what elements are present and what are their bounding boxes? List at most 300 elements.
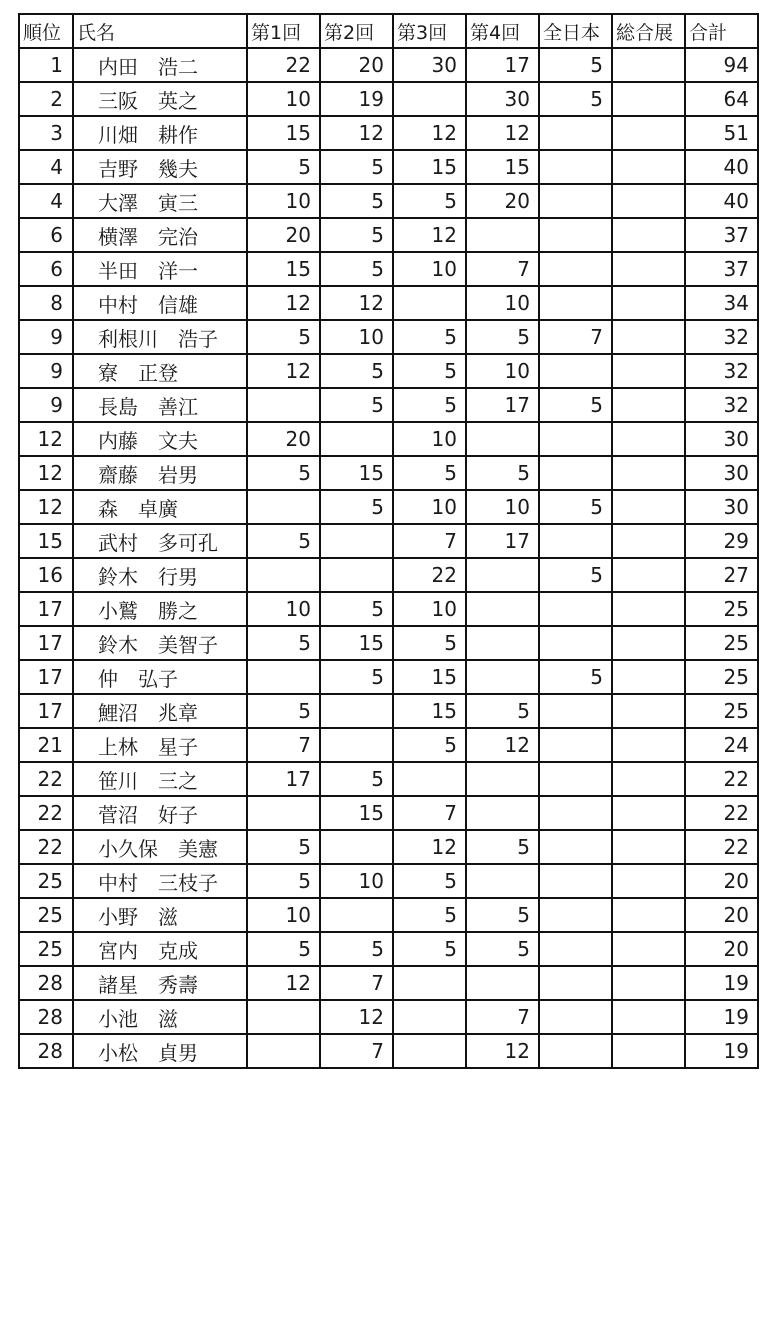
round-3-cell (393, 966, 466, 1000)
round-3-cell: 5 (393, 184, 466, 218)
rank-cell: 28 (19, 966, 73, 1000)
round-1-cell: 15 (247, 252, 320, 286)
header-round-3: 第3回 (393, 14, 466, 48)
total-cell: 24 (685, 728, 758, 762)
total-cell: 19 (685, 966, 758, 1000)
total-cell: 34 (685, 286, 758, 320)
round-1-cell: 5 (247, 694, 320, 728)
round-1-cell: 22 (247, 48, 320, 82)
round-2-cell: 5 (320, 490, 393, 524)
round-4-cell: 17 (466, 388, 539, 422)
total-cell: 94 (685, 48, 758, 82)
round-4-cell: 20 (466, 184, 539, 218)
round-1-cell: 7 (247, 728, 320, 762)
round-1-cell (247, 1000, 320, 1034)
round-3-cell: 22 (393, 558, 466, 592)
all-japan-cell (539, 456, 612, 490)
all-japan-cell: 5 (539, 82, 612, 116)
all-japan-cell (539, 286, 612, 320)
round-2-cell: 5 (320, 354, 393, 388)
total-cell: 25 (685, 694, 758, 728)
header-total: 合計 (685, 14, 758, 48)
rank-cell: 22 (19, 830, 73, 864)
round-1-cell (247, 1034, 320, 1068)
total-cell: 25 (685, 626, 758, 660)
all-japan-cell (539, 184, 612, 218)
rank-cell: 9 (19, 320, 73, 354)
general-exhibition-cell (612, 1034, 685, 1068)
name-cell: 宮内 克成 (73, 932, 247, 966)
name-cell: 小久保 美憲 (73, 830, 247, 864)
table-row (19, 218, 758, 252)
round-4-cell: 30 (466, 82, 539, 116)
total-cell: 25 (685, 660, 758, 694)
round-4-cell (466, 660, 539, 694)
round-4-cell: 5 (466, 830, 539, 864)
all-japan-cell (539, 830, 612, 864)
table-row (19, 286, 758, 320)
total-cell: 29 (685, 524, 758, 558)
round-2-cell: 12 (320, 116, 393, 150)
rank-cell: 9 (19, 354, 73, 388)
round-1-cell: 15 (247, 116, 320, 150)
rank-cell: 21 (19, 728, 73, 762)
general-exhibition-cell (612, 966, 685, 1000)
round-2-cell: 5 (320, 388, 393, 422)
name-cell: 三阪 英之 (73, 82, 247, 116)
table-row (19, 864, 758, 898)
round-3-cell: 12 (393, 218, 466, 252)
table-row (19, 830, 758, 864)
round-4-cell: 17 (466, 524, 539, 558)
round-1-cell (247, 388, 320, 422)
general-exhibition-cell (612, 388, 685, 422)
table-row (19, 524, 758, 558)
total-cell: 20 (685, 932, 758, 966)
round-4-cell: 17 (466, 48, 539, 82)
round-2-cell: 15 (320, 456, 393, 490)
general-exhibition-cell (612, 660, 685, 694)
total-cell: 32 (685, 388, 758, 422)
header-row (19, 14, 758, 48)
table-row (19, 82, 758, 116)
round-4-cell: 5 (466, 898, 539, 932)
round-1-cell (247, 558, 320, 592)
general-exhibition-cell (612, 592, 685, 626)
table-row (19, 762, 758, 796)
name-cell: 武村 多可孔 (73, 524, 247, 558)
name-cell: 小鷲 勝之 (73, 592, 247, 626)
round-2-cell: 20 (320, 48, 393, 82)
round-1-cell: 10 (247, 898, 320, 932)
name-cell: 諸星 秀壽 (73, 966, 247, 1000)
table-row (19, 728, 758, 762)
rank-cell: 12 (19, 456, 73, 490)
round-3-cell: 10 (393, 490, 466, 524)
round-3-cell: 5 (393, 456, 466, 490)
general-exhibition-cell (612, 932, 685, 966)
general-exhibition-cell (612, 728, 685, 762)
general-exhibition-cell (612, 422, 685, 456)
total-cell: 22 (685, 796, 758, 830)
rank-cell: 25 (19, 932, 73, 966)
name-cell: 中村 信雄 (73, 286, 247, 320)
total-cell: 32 (685, 320, 758, 354)
name-cell: 長島 善江 (73, 388, 247, 422)
rank-cell: 15 (19, 524, 73, 558)
round-3-cell: 5 (393, 388, 466, 422)
name-cell: 笹川 三之 (73, 762, 247, 796)
name-cell: 内田 浩二 (73, 48, 247, 82)
round-2-cell: 12 (320, 1000, 393, 1034)
rank-cell: 22 (19, 796, 73, 830)
table-row (19, 48, 758, 82)
header-general-exhibition: 総合展 (612, 14, 685, 48)
table-row (19, 694, 758, 728)
round-3-cell (393, 286, 466, 320)
round-4-cell: 10 (466, 354, 539, 388)
total-cell: 51 (685, 116, 758, 150)
table-row (19, 626, 758, 660)
round-2-cell: 5 (320, 150, 393, 184)
table-row (19, 150, 758, 184)
round-4-cell: 12 (466, 1034, 539, 1068)
round-2-cell: 5 (320, 762, 393, 796)
name-cell: 鈴木 美智子 (73, 626, 247, 660)
rank-cell: 4 (19, 184, 73, 218)
round-4-cell (466, 966, 539, 1000)
table-row (19, 796, 758, 830)
round-1-cell: 5 (247, 626, 320, 660)
round-2-cell (320, 830, 393, 864)
round-4-cell: 7 (466, 1000, 539, 1034)
general-exhibition-cell (612, 320, 685, 354)
table-row (19, 116, 758, 150)
general-exhibition-cell (612, 864, 685, 898)
table-row (19, 388, 758, 422)
round-3-cell (393, 1000, 466, 1034)
round-4-cell: 5 (466, 456, 539, 490)
table-row (19, 184, 758, 218)
all-japan-cell: 5 (539, 558, 612, 592)
round-4-cell (466, 626, 539, 660)
name-cell: 半田 洋一 (73, 252, 247, 286)
general-exhibition-cell (612, 1000, 685, 1034)
table-row (19, 660, 758, 694)
round-2-cell (320, 422, 393, 456)
general-exhibition-cell (612, 48, 685, 82)
round-4-cell: 12 (466, 116, 539, 150)
round-4-cell (466, 762, 539, 796)
round-2-cell: 5 (320, 218, 393, 252)
header-round-4: 第4回 (466, 14, 539, 48)
round-3-cell: 15 (393, 694, 466, 728)
round-1-cell: 5 (247, 830, 320, 864)
round-3-cell: 5 (393, 626, 466, 660)
total-cell: 37 (685, 218, 758, 252)
rank-cell: 17 (19, 660, 73, 694)
round-3-cell: 12 (393, 830, 466, 864)
round-4-cell: 5 (466, 694, 539, 728)
table-row (19, 252, 758, 286)
round-4-cell: 7 (466, 252, 539, 286)
name-cell: 大澤 寅三 (73, 184, 247, 218)
round-4-cell (466, 558, 539, 592)
round-1-cell: 10 (247, 184, 320, 218)
round-2-cell: 19 (320, 82, 393, 116)
general-exhibition-cell (612, 762, 685, 796)
all-japan-cell (539, 150, 612, 184)
round-4-cell (466, 218, 539, 252)
general-exhibition-cell (612, 218, 685, 252)
total-cell: 19 (685, 1034, 758, 1068)
total-cell: 30 (685, 490, 758, 524)
all-japan-cell (539, 796, 612, 830)
name-cell: 小松 貞男 (73, 1034, 247, 1068)
name-cell: 横澤 完治 (73, 218, 247, 252)
header-all-japan: 全日本 (539, 14, 612, 48)
round-3-cell (393, 1034, 466, 1068)
general-exhibition-cell (612, 626, 685, 660)
all-japan-cell (539, 1000, 612, 1034)
round-2-cell: 10 (320, 320, 393, 354)
all-japan-cell (539, 422, 612, 456)
round-1-cell (247, 490, 320, 524)
general-exhibition-cell (612, 694, 685, 728)
round-2-cell: 15 (320, 796, 393, 830)
all-japan-cell (539, 252, 612, 286)
round-3-cell: 15 (393, 660, 466, 694)
round-1-cell: 20 (247, 218, 320, 252)
name-cell: 小池 滋 (73, 1000, 247, 1034)
general-exhibition-cell (612, 82, 685, 116)
round-3-cell: 7 (393, 524, 466, 558)
round-3-cell: 5 (393, 932, 466, 966)
table-body (19, 48, 758, 1068)
all-japan-cell (539, 864, 612, 898)
name-cell: 鯉沼 兆章 (73, 694, 247, 728)
name-cell: 仲 弘子 (73, 660, 247, 694)
rank-cell: 16 (19, 558, 73, 592)
round-3-cell: 5 (393, 864, 466, 898)
round-2-cell: 5 (320, 184, 393, 218)
general-exhibition-cell (612, 490, 685, 524)
table-row (19, 422, 758, 456)
round-3-cell: 15 (393, 150, 466, 184)
table-row (19, 320, 758, 354)
round-1-cell: 5 (247, 150, 320, 184)
name-cell: 吉野 幾夫 (73, 150, 247, 184)
round-1-cell: 5 (247, 320, 320, 354)
round-2-cell (320, 898, 393, 932)
round-1-cell: 10 (247, 82, 320, 116)
round-1-cell: 5 (247, 524, 320, 558)
total-cell: 22 (685, 762, 758, 796)
header-round-1: 第1回 (247, 14, 320, 48)
rank-cell: 25 (19, 898, 73, 932)
ranking-table (18, 13, 759, 1069)
round-2-cell: 12 (320, 286, 393, 320)
all-japan-cell (539, 218, 612, 252)
total-cell: 40 (685, 150, 758, 184)
round-3-cell: 5 (393, 898, 466, 932)
name-cell: 小野 滋 (73, 898, 247, 932)
rank-cell: 22 (19, 762, 73, 796)
rank-cell: 17 (19, 626, 73, 660)
table-row (19, 456, 758, 490)
all-japan-cell (539, 932, 612, 966)
round-1-cell: 5 (247, 864, 320, 898)
general-exhibition-cell (612, 830, 685, 864)
rank-cell: 9 (19, 388, 73, 422)
rank-cell: 12 (19, 490, 73, 524)
table-row (19, 490, 758, 524)
round-1-cell: 17 (247, 762, 320, 796)
all-japan-cell (539, 728, 612, 762)
round-2-cell: 7 (320, 966, 393, 1000)
total-cell: 20 (685, 898, 758, 932)
general-exhibition-cell (612, 354, 685, 388)
round-4-cell (466, 796, 539, 830)
table-header (19, 14, 758, 48)
rank-cell: 12 (19, 422, 73, 456)
round-1-cell: 12 (247, 286, 320, 320)
round-2-cell: 5 (320, 932, 393, 966)
round-1-cell: 12 (247, 354, 320, 388)
round-2-cell (320, 694, 393, 728)
total-cell: 30 (685, 456, 758, 490)
total-cell: 37 (685, 252, 758, 286)
round-4-cell: 15 (466, 150, 539, 184)
total-cell: 20 (685, 864, 758, 898)
general-exhibition-cell (612, 184, 685, 218)
all-japan-cell (539, 966, 612, 1000)
all-japan-cell (539, 898, 612, 932)
general-exhibition-cell (612, 286, 685, 320)
rank-cell: 3 (19, 116, 73, 150)
total-cell: 30 (685, 422, 758, 456)
all-japan-cell (539, 354, 612, 388)
all-japan-cell (539, 762, 612, 796)
all-japan-cell (539, 592, 612, 626)
round-3-cell (393, 762, 466, 796)
round-4-cell: 10 (466, 286, 539, 320)
name-cell: 齋藤 岩男 (73, 456, 247, 490)
round-4-cell (466, 422, 539, 456)
rank-cell: 28 (19, 1034, 73, 1068)
all-japan-cell (539, 694, 612, 728)
general-exhibition-cell (612, 796, 685, 830)
rank-cell: 25 (19, 864, 73, 898)
rank-cell: 17 (19, 694, 73, 728)
table-row (19, 592, 758, 626)
rank-cell: 6 (19, 252, 73, 286)
name-cell: 中村 三枝子 (73, 864, 247, 898)
all-japan-cell (539, 524, 612, 558)
all-japan-cell: 5 (539, 490, 612, 524)
round-2-cell: 5 (320, 592, 393, 626)
name-cell: 川畑 耕作 (73, 116, 247, 150)
rank-cell: 4 (19, 150, 73, 184)
round-2-cell: 5 (320, 660, 393, 694)
total-cell: 40 (685, 184, 758, 218)
round-4-cell (466, 864, 539, 898)
general-exhibition-cell (612, 456, 685, 490)
round-4-cell: 5 (466, 932, 539, 966)
table-row (19, 898, 758, 932)
total-cell: 64 (685, 82, 758, 116)
all-japan-cell: 7 (539, 320, 612, 354)
round-2-cell: 7 (320, 1034, 393, 1068)
round-3-cell (393, 82, 466, 116)
header-round-2: 第2回 (320, 14, 393, 48)
rank-cell: 28 (19, 1000, 73, 1034)
name-cell: 寮 正登 (73, 354, 247, 388)
header-rank: 順位 (19, 14, 73, 48)
round-1-cell: 5 (247, 456, 320, 490)
round-3-cell: 10 (393, 252, 466, 286)
rank-cell: 17 (19, 592, 73, 626)
all-japan-cell (539, 1034, 612, 1068)
all-japan-cell (539, 626, 612, 660)
name-cell: 菅沼 好子 (73, 796, 247, 830)
total-cell: 19 (685, 1000, 758, 1034)
all-japan-cell: 5 (539, 48, 612, 82)
table-row (19, 354, 758, 388)
round-1-cell: 10 (247, 592, 320, 626)
table-row (19, 932, 758, 966)
round-4-cell: 12 (466, 728, 539, 762)
table-row (19, 1034, 758, 1068)
general-exhibition-cell (612, 150, 685, 184)
round-3-cell: 5 (393, 354, 466, 388)
round-3-cell: 7 (393, 796, 466, 830)
table-row (19, 558, 758, 592)
name-cell: 利根川 浩子 (73, 320, 247, 354)
rank-cell: 8 (19, 286, 73, 320)
rank-cell: 6 (19, 218, 73, 252)
round-2-cell (320, 524, 393, 558)
round-3-cell: 12 (393, 116, 466, 150)
rank-cell: 1 (19, 48, 73, 82)
round-3-cell: 10 (393, 422, 466, 456)
all-japan-cell: 5 (539, 660, 612, 694)
round-3-cell: 10 (393, 592, 466, 626)
round-3-cell: 5 (393, 320, 466, 354)
round-2-cell: 10 (320, 864, 393, 898)
total-cell: 22 (685, 830, 758, 864)
table-row (19, 1000, 758, 1034)
round-2-cell: 15 (320, 626, 393, 660)
round-3-cell: 30 (393, 48, 466, 82)
general-exhibition-cell (612, 116, 685, 150)
round-4-cell (466, 592, 539, 626)
name-cell: 内藤 文夫 (73, 422, 247, 456)
round-1-cell (247, 796, 320, 830)
round-1-cell: 12 (247, 966, 320, 1000)
all-japan-cell (539, 116, 612, 150)
round-3-cell: 5 (393, 728, 466, 762)
header-name: 氏名 (73, 14, 247, 48)
round-1-cell (247, 660, 320, 694)
total-cell: 25 (685, 592, 758, 626)
general-exhibition-cell (612, 898, 685, 932)
total-cell: 27 (685, 558, 758, 592)
name-cell: 森 卓廣 (73, 490, 247, 524)
round-4-cell: 10 (466, 490, 539, 524)
rank-cell: 2 (19, 82, 73, 116)
round-1-cell: 5 (247, 932, 320, 966)
